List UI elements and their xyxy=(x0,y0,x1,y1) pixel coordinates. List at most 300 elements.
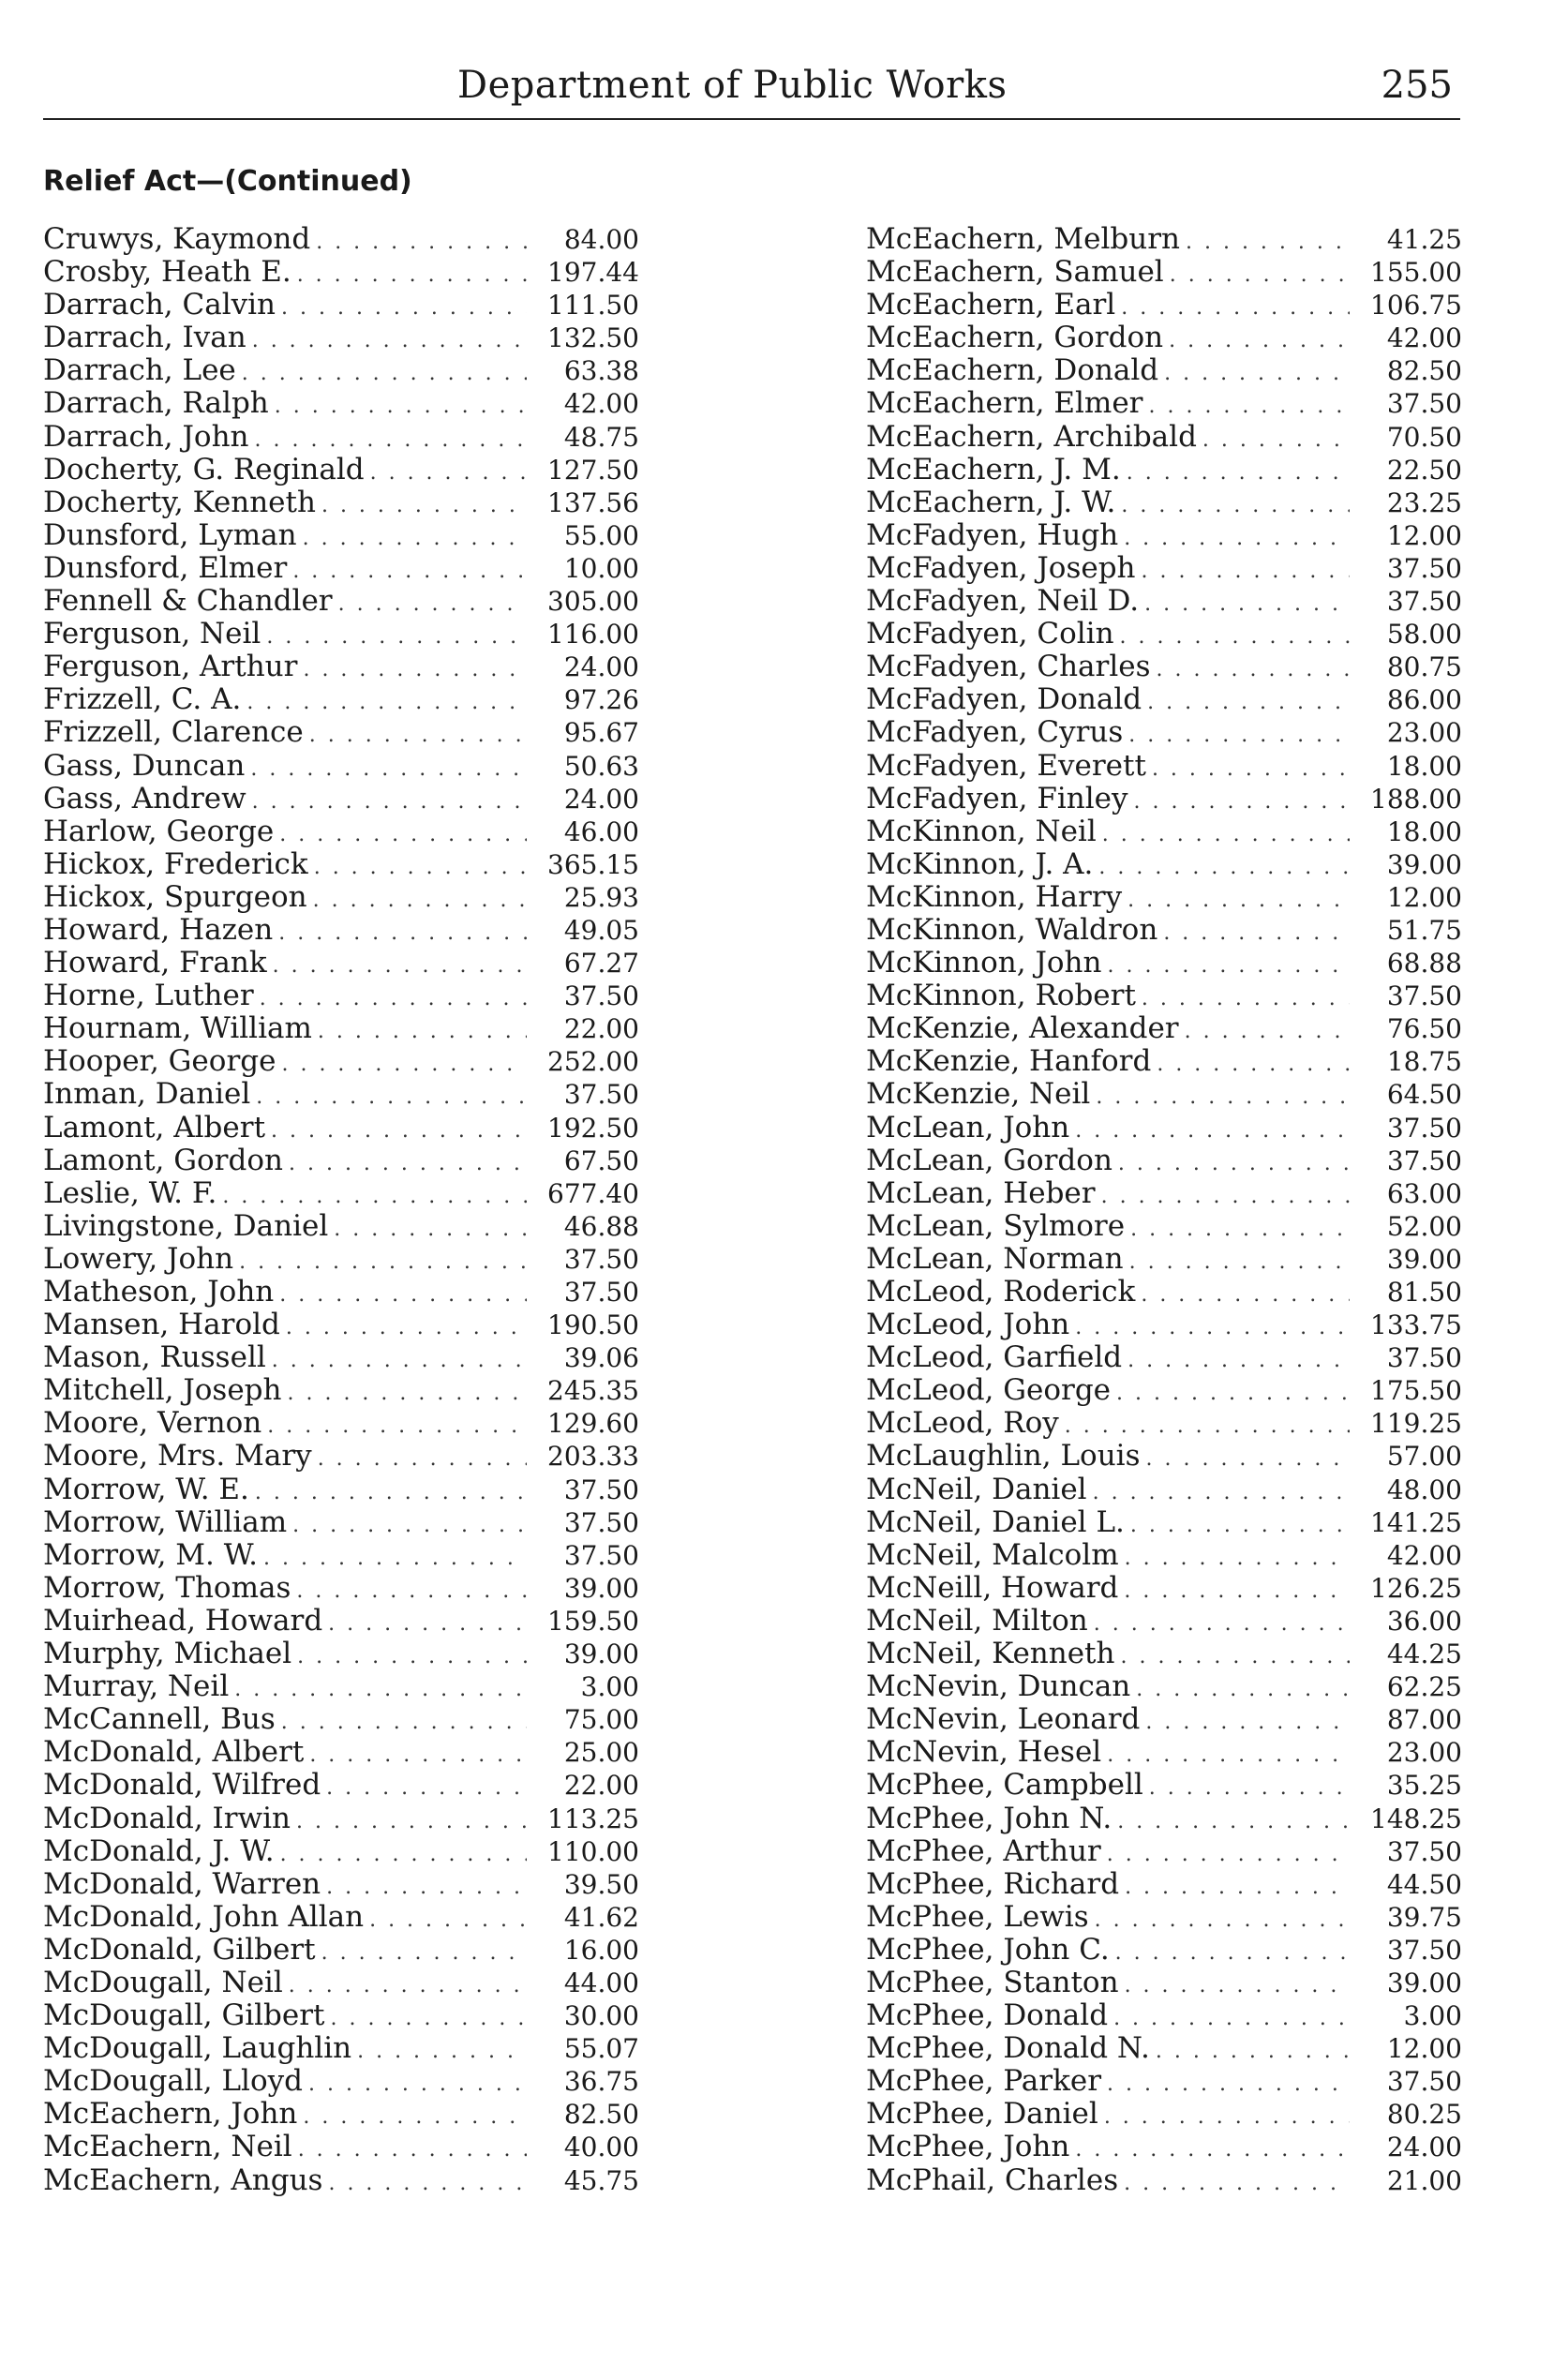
dot-leader xyxy=(1128,786,1350,818)
dot-leader xyxy=(1114,621,1350,653)
entry-name: McDonald, Irwin xyxy=(43,1801,291,1835)
entry-amount: 23.00 xyxy=(1386,717,1462,749)
entry-name: McDougall, Gilbert xyxy=(43,1998,325,2033)
entry-amount: 127.50 xyxy=(547,454,639,486)
dot-leader xyxy=(1115,489,1350,522)
dot-leader xyxy=(291,259,527,292)
dot-leader xyxy=(276,1048,527,1081)
entry-amount: 57.00 xyxy=(1386,1441,1462,1473)
entry-name: McPhee, Campbell xyxy=(866,1768,1143,1803)
entry-name: Ferguson, Neil xyxy=(43,617,261,651)
dot-leader xyxy=(246,786,527,818)
entry-amount: 197.44 xyxy=(547,257,639,289)
list-item xyxy=(43,1145,639,1177)
list-item xyxy=(43,1670,639,1703)
entry-amount: 50.63 xyxy=(563,750,639,782)
entry-amount: 148.25 xyxy=(1370,1803,1462,1834)
list-item xyxy=(43,716,639,749)
dot-leader xyxy=(276,292,527,324)
list-item xyxy=(43,2164,639,2197)
list-item xyxy=(43,1967,639,1999)
entry-name: McEachern, J. M. xyxy=(866,452,1121,486)
entry-name: McEachern, Neil xyxy=(43,2130,292,2164)
entry-amount: 46.00 xyxy=(563,815,639,847)
entry-amount: 45.75 xyxy=(563,2164,639,2196)
entry-amount: 63.38 xyxy=(563,355,639,387)
entry-name: Frizzell, C. A. xyxy=(43,682,242,717)
entry-amount: 18.00 xyxy=(1386,815,1462,847)
list-item xyxy=(866,2164,1462,2197)
entry-amount: 12.00 xyxy=(1386,881,1462,913)
entry-name: McPhee, Donald N. xyxy=(866,2031,1150,2066)
entry-amount: 37.50 xyxy=(1386,1112,1462,1144)
entry-amount: 252.00 xyxy=(547,1046,639,1078)
entry-amount: 84.00 xyxy=(563,224,639,255)
list-item xyxy=(43,486,639,519)
dot-leader xyxy=(1143,1772,1350,1804)
list-item xyxy=(43,1374,639,1407)
dot-leader xyxy=(1111,1377,1350,1410)
entry-name: McLeod, George xyxy=(866,1373,1112,1408)
entry-name: McEachern, Samuel xyxy=(866,255,1164,290)
entry-amount: 126.25 xyxy=(1370,1572,1462,1604)
dot-leader xyxy=(1115,292,1350,324)
entry-name: McPhee, Lewis xyxy=(866,1899,1089,1934)
entry-amount: 22.50 xyxy=(1386,454,1462,486)
entry-name: McFadyen, Neil D. xyxy=(866,584,1140,619)
entry-name: Fennell & Chandler xyxy=(43,584,333,619)
entry-amount: 82.50 xyxy=(563,2099,639,2131)
entry-amount: 37.50 xyxy=(563,980,639,1012)
dot-leader xyxy=(1112,1805,1350,1838)
entry-name: Mason, Russell xyxy=(43,1340,266,1375)
dot-leader xyxy=(265,1115,527,1147)
list-item xyxy=(866,552,1462,585)
list-item xyxy=(866,980,1462,1012)
entry-amount: 39.50 xyxy=(563,1868,639,1900)
entry-name: Lamont, Albert xyxy=(43,1110,266,1145)
entry-name: McKinnon, Neil xyxy=(866,814,1097,848)
entry-name: McPhee, Richard xyxy=(866,1866,1120,1901)
dot-leader xyxy=(310,226,527,259)
entry-name: Lowery, John xyxy=(43,1241,234,1276)
dot-leader xyxy=(365,456,527,489)
entry-name: McLeod, Roy xyxy=(866,1406,1059,1441)
list-item xyxy=(866,1210,1462,1243)
entry-name: Hournam, William xyxy=(43,1011,312,1046)
page-header xyxy=(43,62,1460,120)
entry-amount: 76.50 xyxy=(1386,1013,1462,1045)
list-item xyxy=(43,750,639,783)
entry-name: Moore, Vernon xyxy=(43,1406,262,1441)
list-item xyxy=(866,1901,1462,1934)
entry-amount: 203.33 xyxy=(547,1441,639,1473)
list-item xyxy=(866,1835,1462,1868)
dot-leader xyxy=(1164,259,1350,292)
entry-amount: 116.00 xyxy=(547,619,639,651)
dot-leader xyxy=(292,2133,527,2166)
entry-name: McKenzie, Alexander xyxy=(866,1011,1179,1046)
entry-name: Hickox, Spurgeon xyxy=(43,879,307,914)
list-item xyxy=(43,1177,639,1210)
list-item xyxy=(43,1243,639,1276)
entry-name: McEachern, Elmer xyxy=(866,386,1143,421)
entry-name: McFadyen, Joseph xyxy=(866,550,1136,585)
entry-amount: 37.50 xyxy=(1386,1145,1462,1176)
entry-amount: 42.00 xyxy=(1386,1539,1462,1571)
entry-name: Frizzell, Clarence xyxy=(43,715,304,750)
entry-name: Darrach, Ivan xyxy=(43,321,246,355)
list-item xyxy=(866,1539,1462,1572)
entry-name: McDougall, Laughlin xyxy=(43,2031,352,2066)
entry-name: McFadyen, Donald xyxy=(866,682,1142,717)
entry-name: Docherty, Kenneth xyxy=(43,485,316,519)
list-item xyxy=(43,1835,639,1868)
entry-amount: 41.62 xyxy=(563,1901,639,1933)
entry-name: Howard, Frank xyxy=(43,946,267,980)
left-column xyxy=(43,223,639,2197)
list-item xyxy=(866,2065,1462,2098)
list-item xyxy=(866,651,1462,683)
list-item xyxy=(43,1703,639,1736)
entry-amount: 21.00 xyxy=(1386,2164,1462,2196)
entry-amount: 46.88 xyxy=(563,1210,639,1242)
entry-amount: 55.07 xyxy=(563,2033,639,2065)
dot-leader xyxy=(1121,456,1350,489)
dot-leader xyxy=(254,982,527,1015)
dot-leader xyxy=(1130,1673,1350,1706)
dot-leader xyxy=(273,917,527,950)
entry-name: Muirhead, Howard xyxy=(43,1603,323,1638)
entry-amount: 188.00 xyxy=(1370,783,1462,815)
list-item xyxy=(43,848,639,881)
list-item xyxy=(43,1078,639,1111)
entry-amount: 49.05 xyxy=(563,914,639,946)
entry-amount: 159.50 xyxy=(547,1605,639,1637)
dot-leader xyxy=(267,950,527,982)
dot-leader xyxy=(1089,1904,1350,1937)
dot-leader xyxy=(321,1772,527,1804)
entry-amount: 82.50 xyxy=(1386,355,1462,387)
entry-amount: 44.00 xyxy=(563,1967,639,1998)
dot-leader xyxy=(316,1937,527,1969)
list-item xyxy=(866,454,1462,486)
entry-name: McFadyen, Finley xyxy=(866,781,1128,815)
dot-leader xyxy=(261,621,527,653)
entry-amount: 3.00 xyxy=(1403,2000,1462,2032)
entry-amount: 12.00 xyxy=(1386,2033,1462,2065)
entry-name: McKinnon, J. A. xyxy=(866,846,1094,881)
entry-name: McEachern, J. W. xyxy=(866,485,1116,519)
dot-leader xyxy=(325,2002,527,2035)
entry-amount: 63.00 xyxy=(1386,1177,1462,1209)
dot-leader xyxy=(287,555,527,588)
list-item xyxy=(866,1670,1462,1703)
dot-leader xyxy=(322,1608,527,1640)
entry-amount: 42.00 xyxy=(563,388,639,420)
entry-amount: 132.50 xyxy=(547,322,639,354)
entry-amount: 25.93 xyxy=(563,881,639,913)
entry-name: McEachern, John xyxy=(43,2097,298,2132)
entry-name: Morrow, M. W. xyxy=(43,1537,259,1572)
entry-amount: 35.25 xyxy=(1386,1770,1462,1802)
list-item xyxy=(43,1868,639,1901)
entry-name: McNeil, Daniel L. xyxy=(866,1504,1125,1539)
entry-amount: 58.00 xyxy=(1386,619,1462,651)
entry-name: Leslie, W. F. xyxy=(43,1175,217,1210)
dot-leader xyxy=(1125,1213,1350,1246)
entry-amount: 37.50 xyxy=(563,1539,639,1571)
entry-name: McPhee, Stanton xyxy=(866,1965,1119,1999)
dot-leader xyxy=(316,489,527,522)
entry-amount: 39.00 xyxy=(1386,1243,1462,1275)
entry-amount: 39.00 xyxy=(1386,1967,1462,1998)
dot-leader xyxy=(217,1180,527,1213)
dot-leader xyxy=(233,1246,527,1279)
list-item xyxy=(866,256,1462,289)
entry-name: McEachern, Archibald xyxy=(866,419,1197,454)
dot-leader xyxy=(269,390,527,423)
entry-name: McPhee, Donald xyxy=(866,1998,1109,2033)
dot-leader xyxy=(1118,2167,1350,2200)
entry-amount: 16.00 xyxy=(563,1934,639,1966)
list-item xyxy=(866,2131,1462,2163)
entry-amount: 305.00 xyxy=(547,586,639,618)
dot-leader xyxy=(1163,324,1350,357)
list-item xyxy=(866,1440,1462,1473)
dot-leader xyxy=(1139,588,1350,621)
dot-leader xyxy=(1108,2002,1350,2035)
entry-name: Dunsford, Lyman xyxy=(43,517,297,552)
entry-amount: 48.75 xyxy=(563,421,639,453)
list-item xyxy=(866,322,1462,354)
entry-amount: 39.06 xyxy=(563,1342,639,1374)
entry-amount: 48.00 xyxy=(1386,1474,1462,1505)
entry-name: McFadyen, Colin xyxy=(866,617,1114,651)
entry-name: Hickox, Frederick xyxy=(43,846,308,881)
dot-leader xyxy=(1118,522,1350,555)
entry-name: Murphy, Michael xyxy=(43,1637,292,1671)
dot-leader xyxy=(1197,424,1350,456)
entry-name: Gass, Duncan xyxy=(43,748,246,783)
entry-name: Matheson, John xyxy=(43,1275,275,1309)
list-item xyxy=(43,256,639,289)
dot-leader xyxy=(322,2167,527,2200)
entry-name: McFadyen, Charles xyxy=(866,650,1151,684)
list-item xyxy=(43,1210,639,1243)
list-item xyxy=(866,1243,1462,1276)
section-title: Relief Act—(Continued) xyxy=(43,165,412,198)
entry-amount: 97.26 xyxy=(563,684,639,716)
list-item xyxy=(866,1045,1462,1078)
entry-amount: 3.00 xyxy=(580,1671,639,1703)
dot-leader xyxy=(249,1476,527,1509)
entry-amount: 39.00 xyxy=(563,1572,639,1604)
dot-leader xyxy=(1123,719,1350,752)
entry-name: Ferguson, Arthur xyxy=(43,650,298,684)
list-item xyxy=(866,1145,1462,1177)
entry-amount: 677.40 xyxy=(547,1177,639,1209)
entry-amount: 75.00 xyxy=(563,1704,639,1736)
list-item xyxy=(43,1440,639,1473)
entry-name: Gass, Andrew xyxy=(43,781,246,815)
dot-leader xyxy=(1125,1509,1350,1542)
list-item xyxy=(43,815,639,848)
list-item xyxy=(866,486,1462,519)
list-item xyxy=(866,2098,1462,2131)
entry-name: McKinnon, Waldron xyxy=(866,912,1158,947)
entry-name: McPhee, John C. xyxy=(866,1932,1110,1967)
list-item xyxy=(43,322,639,354)
dot-leader xyxy=(1158,357,1350,390)
entry-amount: 40.00 xyxy=(563,2132,639,2163)
list-item xyxy=(43,2032,639,2065)
right-column xyxy=(866,223,1462,2197)
entry-name: McNevin, Leonard xyxy=(866,1702,1141,1737)
entry-amount: 55.00 xyxy=(563,519,639,551)
dot-leader xyxy=(1118,1575,1350,1608)
dot-leader xyxy=(280,1311,527,1344)
entry-amount: 111.50 xyxy=(547,290,639,322)
entry-name: McCannell, Bus xyxy=(43,1702,276,1737)
entry-amount: 36.00 xyxy=(1386,1605,1462,1637)
entry-amount: 18.00 xyxy=(1386,750,1462,782)
dot-leader xyxy=(1113,1147,1350,1180)
list-item xyxy=(866,881,1462,914)
entry-name: McFadyen, Everett xyxy=(866,748,1146,783)
list-item xyxy=(43,1769,639,1802)
entry-name: Crosby, Heath E. xyxy=(43,255,291,290)
dot-leader xyxy=(1142,390,1350,423)
list-item xyxy=(43,552,639,585)
entry-name: Darrach, John xyxy=(43,419,249,454)
list-item xyxy=(866,354,1462,387)
list-item xyxy=(866,519,1462,552)
list-item xyxy=(43,2098,639,2131)
list-item xyxy=(43,1407,639,1440)
entry-name: Hooper, George xyxy=(43,1044,276,1079)
list-item xyxy=(43,618,639,651)
entry-amount: 37.50 xyxy=(1386,552,1462,584)
entry-name: Livingstone, Daniel xyxy=(43,1208,329,1243)
entry-amount: 12.00 xyxy=(1386,519,1462,551)
entry-name: McPhee, John N. xyxy=(866,1801,1113,1835)
dot-leader xyxy=(291,1575,527,1608)
entry-amount: 44.25 xyxy=(1386,1638,1462,1670)
entry-amount: 25.00 xyxy=(563,1737,639,1769)
entry-name: McEachern, Earl xyxy=(866,288,1116,322)
entry-amount: 80.75 xyxy=(1386,651,1462,683)
entry-name: McNevin, Hesel xyxy=(866,1735,1102,1770)
entry-amount: 192.50 xyxy=(547,1112,639,1144)
list-item xyxy=(43,881,639,914)
entry-amount: 39.00 xyxy=(1386,848,1462,880)
list-item xyxy=(43,683,639,716)
dot-leader xyxy=(1179,1015,1350,1048)
entry-name: McEachern, Gordon xyxy=(866,321,1164,355)
entry-amount: 67.50 xyxy=(563,1145,639,1176)
entry-amount: 141.25 xyxy=(1370,1506,1462,1538)
entry-amount: 37.50 xyxy=(1386,980,1462,1012)
entry-amount: 113.25 xyxy=(547,1803,639,1834)
dot-leader xyxy=(245,753,527,786)
dot-leader xyxy=(1097,818,1350,851)
list-item xyxy=(866,947,1462,980)
entry-name: Lamont, Gordon xyxy=(43,1143,283,1177)
entry-amount: 37.50 xyxy=(1386,586,1462,618)
dot-leader xyxy=(1090,1081,1350,1114)
entry-name: McNevin, Duncan xyxy=(866,1669,1131,1704)
entry-amount: 24.00 xyxy=(563,651,639,683)
entry-amount: 80.25 xyxy=(1386,2099,1462,2131)
entry-name: McEachern, Angus xyxy=(43,2162,323,2197)
list-item xyxy=(43,1341,639,1374)
entry-amount: 37.50 xyxy=(1386,388,1462,420)
dot-leader xyxy=(1157,917,1350,950)
list-item xyxy=(43,289,639,322)
entry-amount: 62.25 xyxy=(1386,1671,1462,1703)
entry-amount: 68.88 xyxy=(1386,948,1462,980)
dot-leader xyxy=(1098,2101,1350,2133)
entry-name: McEachern, Donald xyxy=(866,353,1159,388)
list-item xyxy=(866,1112,1462,1145)
entry-name: McFadyen, Hugh xyxy=(866,517,1119,552)
entry-amount: 39.00 xyxy=(563,1638,639,1670)
list-item xyxy=(43,1012,639,1045)
dot-leader xyxy=(1180,226,1350,259)
entry-amount: 23.25 xyxy=(1386,486,1462,518)
dot-leader xyxy=(1142,686,1350,719)
list-item xyxy=(866,1967,1462,1999)
entry-amount: 175.50 xyxy=(1370,1375,1462,1407)
list-item xyxy=(43,1605,639,1638)
dot-leader xyxy=(258,1542,527,1575)
dot-leader xyxy=(291,1640,527,1673)
entry-amount: 42.00 xyxy=(1386,322,1462,354)
dot-leader xyxy=(1069,1115,1350,1147)
dot-leader xyxy=(274,1279,527,1311)
entry-amount: 37.50 xyxy=(563,1243,639,1275)
list-item xyxy=(43,947,639,980)
entry-amount: 365.15 xyxy=(547,848,639,880)
list-item xyxy=(866,1605,1462,1638)
dot-leader xyxy=(1122,884,1350,917)
list-item xyxy=(43,1474,639,1506)
dot-leader xyxy=(1101,1739,1350,1772)
entry-amount: 37.50 xyxy=(563,1277,639,1308)
entry-name: McDougall, Lloyd xyxy=(43,2064,303,2099)
dot-leader xyxy=(1119,1871,1350,1904)
list-item xyxy=(866,1999,1462,2032)
dot-leader xyxy=(283,1147,527,1180)
entry-amount: 137.56 xyxy=(547,486,639,518)
entry-name: McDonald, Gilbert xyxy=(43,1932,316,1967)
dot-leader xyxy=(1119,1542,1350,1575)
entry-amount: 37.50 xyxy=(563,1474,639,1505)
dot-leader xyxy=(297,653,527,686)
list-item xyxy=(866,1012,1462,1045)
list-item xyxy=(866,2032,1462,2065)
entry-name: McPhee, Parker xyxy=(866,2064,1102,2099)
entry-name: Moore, Mrs. Mary xyxy=(43,1439,312,1474)
entry-amount: 36.75 xyxy=(563,2066,639,2098)
dot-leader xyxy=(283,1969,527,2002)
list-item xyxy=(866,683,1462,716)
dot-leader xyxy=(1151,653,1350,686)
entry-amount: 37.50 xyxy=(563,1079,639,1111)
dot-leader xyxy=(1124,1246,1350,1279)
entry-amount: 37.50 xyxy=(563,1506,639,1538)
